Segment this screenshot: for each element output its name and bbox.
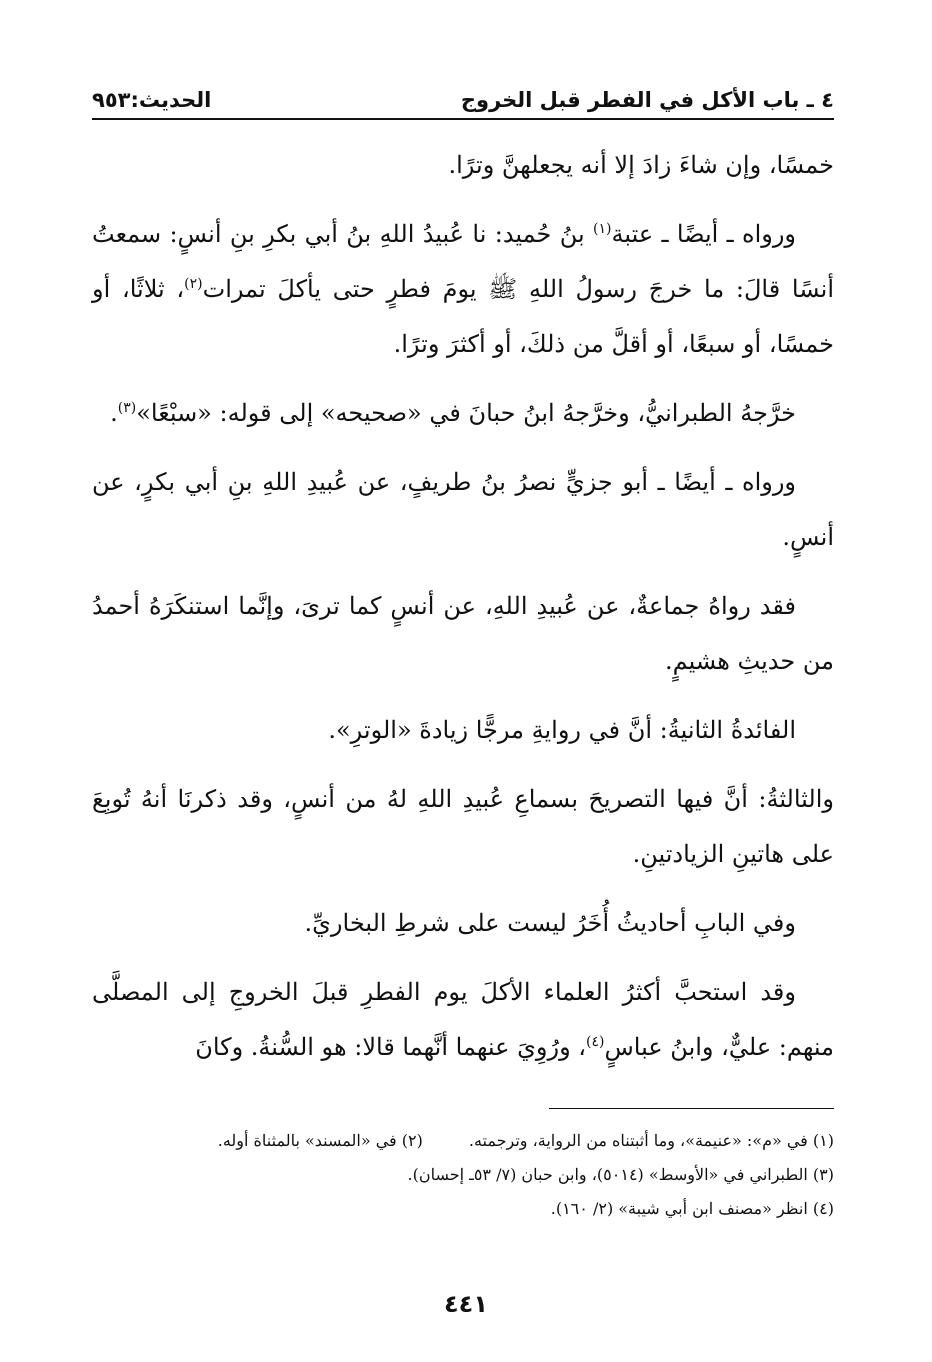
- paragraph-text: ورواه ـ أيضًا ـ أبو جزيٍّ نصرُ بنُ طريفٍ، عن عُبيدِ اللهِ بنِ أبي بكرٍ، عن أنسٍ.: [92, 468, 834, 551]
- page-header: [92, 78, 834, 120]
- footnote-line: [92, 1158, 834, 1192]
- paragraph-text: ورواه ـ أيضًا ـ عتبة: [611, 220, 797, 248]
- footnote-ref-1: (١): [593, 221, 612, 237]
- paragraph-1: [92, 138, 834, 193]
- page-number: ٤٤١: [444, 1290, 488, 1318]
- footnote-separator: [549, 1108, 834, 1109]
- footnotes: [92, 1124, 834, 1226]
- paragraph-text: خرَّجهُ الطبرانيُّ، وخرَّجهُ ابنُ حبانَ في «صحيحه» إلى قوله: «سبْعًا»: [136, 399, 796, 427]
- paragraph-text: ، ثلاثًا، أو خمسًا، أو سبعًا، أو أقلَّ من ذلكَ، أو أكثرَ وترًا.: [92, 275, 834, 358]
- paragraph-8: [92, 896, 834, 951]
- hadith-number: الحديث:٩٥٣: [92, 88, 212, 112]
- paragraph-3: [92, 386, 834, 441]
- paragraph-4: [92, 455, 834, 565]
- paragraph-text: .: [110, 399, 118, 427]
- paragraph-text: ، ورُوِيَ عنهما أنَّهما قالا: هو السُّنةُ. وكانَ: [195, 1033, 587, 1061]
- paragraph-text: بنُ حُميد: نا عُبيدُ اللهِ بنُ أبي بكرِ بنِ أنسٍ: سمعتُ أنسًا قالَ: ما خرجَ رسولُ اللهِ ﷺ يومَ فطرٍ حتى يأكلَ تمرات: [92, 220, 834, 303]
- footnote-2: (٢) في «المسند» بالمثناة أوله.: [217, 1131, 423, 1150]
- paragraph-text: والثالثةُ: أنَّ فيها التصريحَ بسماعِ عُبيدِ اللهِ لهُ من أنسٍ، وقد ذكرنَا أنهُ تُوبِعَ على هاتينِ الزيادتينِ.: [92, 785, 834, 868]
- paragraph-text: وقد استحبَّ أكثرُ العلماء الأكلَ يوم الفطرِ قبلَ الخروجِ إلى المصلَّى منهم: عليٌّ، وابنُ عباسٍ: [92, 978, 834, 1061]
- main-text: [92, 138, 834, 1089]
- paragraph-text: خمسًا، وإن شاءَ زادَ إلا أنه يجعلهنَّ وترًا.: [448, 151, 834, 179]
- paragraph-text: وفي البابِ أحاديثُ أُخَرُ ليست على شرطِ البخاريِّ.: [304, 909, 796, 937]
- footnote-ref-4: (٤): [586, 1034, 605, 1050]
- paragraph-7: [92, 772, 834, 882]
- footnote-4: (٤) انظر «مصنف ابن أبي شيبة» (٢/ ١٦٠).: [550, 1199, 834, 1218]
- footnote-1: (١) في «م»: «عنيمة»، وما أثبتناه من الرواية، وترجمته.: [468, 1131, 834, 1150]
- chapter-title: ٤ ـ باب الأكل في الفطر قبل الخروج: [460, 88, 834, 112]
- paragraph-6: [92, 703, 834, 758]
- footnote-3: (٣) الطبراني في «الأوسط» (٥٠١٤)، وابن حبان (٧/ ٥٣ـ إحسان).: [407, 1165, 834, 1184]
- footnote-line: [92, 1124, 834, 1158]
- paragraph-2: [92, 207, 834, 372]
- paragraph-5: [92, 579, 834, 689]
- footnote-ref-2: (٢): [184, 276, 203, 292]
- footnote-line: [92, 1192, 834, 1226]
- footnote-ref-3: (٣): [117, 400, 137, 416]
- paragraph-text: فقد رواهُ جماعةٌ، عن عُبيدِ اللهِ، عن أنسٍ كما ترىَ، وإنَّما استنكَرَهُ أحمدُ من حديثِ هشيمٍ.: [92, 592, 834, 675]
- paragraph-text: الفائدةُ الثانيةُ: أنَّ في روايةِ مرجًّا زيادةَ «الوترِ».: [328, 716, 796, 744]
- paragraph-9: [92, 965, 834, 1075]
